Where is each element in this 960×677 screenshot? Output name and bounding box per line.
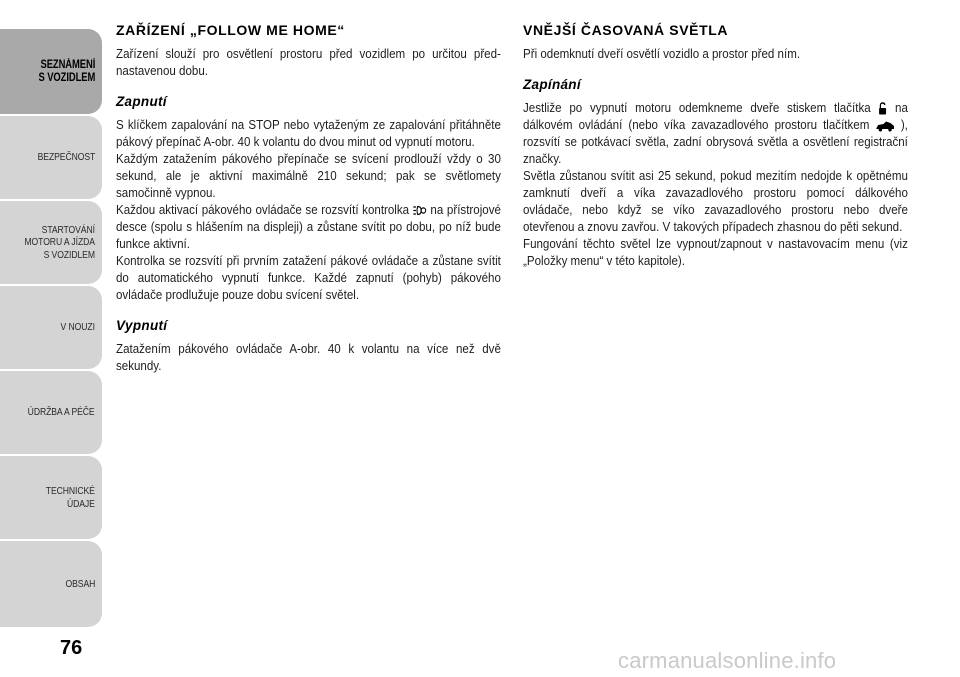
- tab-startovani[interactable]: [0, 201, 102, 284]
- tab-udrzba[interactable]: [0, 371, 102, 454]
- paragraph: Každým zatažením pákového přepínače se svícení prodlouží vždy o 30 sekund, ale je aktivní maximálně 210 sekund; pak se světlomety samočinně vypnou.: [116, 151, 501, 200]
- subheading-zapnuti: Zapnutí: [116, 94, 167, 109]
- right-column: [523, 22, 908, 269]
- paragraph: Kontrolka se rozsvítí při prvním zatažení pákové ovládače a zůstane svítit do automatického vypnutí funkce. Každé zapnutí (pohyb) pákového ovládače prodlužuje pouze dobu svícení světel.: [116, 253, 501, 302]
- paragraph: Jestliže po vypnutí motoru odemkneme dveře stiskem tlačítka na dálkovém ovládání (nebo víka zavazadlového prostoru tlačítkem ), rozsvítí se potkávací světla, zadní obrysová světla a osvětlení registrační značky.: [523, 100, 908, 166]
- tab-label: SEZNÁMENÍ S VOZIDLEM: [38, 58, 95, 84]
- paragraph: Zatažením pákového ovládače A-obr. 40 k volantu na více než dvě sekundy.: [116, 341, 501, 373]
- section-title-vnejsi-svetla: VNĚJŠÍ ČASOVANÁ SVĚTLA: [523, 22, 729, 38]
- car-trunk-icon: [875, 120, 894, 132]
- tab-label: V NOUZI: [60, 321, 95, 334]
- watermark: carmanualsonline.info: [618, 648, 837, 673]
- tab-v-nouzi[interactable]: [0, 286, 102, 369]
- unlock-icon: [878, 102, 887, 115]
- section-title-follow-me-home: ZAŘÍZENÍ „FOLLOW ME HOME“: [116, 22, 345, 38]
- tab-bezpecnost[interactable]: [0, 116, 102, 199]
- paragraph: Fungování těchto světel lze vypnout/zapnout v nastavovacím menu (viz „Položky menu“ v této kapitole).: [523, 236, 908, 268]
- tab-label: OBSAH: [65, 577, 95, 590]
- headlamp-follow-me-icon: [413, 205, 427, 216]
- paragraph: Při odemknutí dveří osvětlí vozidlo a prostor před ním.: [523, 46, 801, 61]
- tab-technicke-udaje[interactable]: [0, 456, 102, 539]
- subheading-vypnuti: Vypnutí: [116, 318, 168, 333]
- paragraph: Světla zůstanou svítit asi 25 sekund, pokud mezitím nedojde k opětnému zamknutí dveří a víka zavazadlového prostoru pomocí dálkového ovládače, nebo když se víko zavazadlového prostoru nebo dveře otevřenou a znovu zavřou. V takových případech zhasnou do pěti sekund.: [523, 168, 908, 234]
- page-number: 76: [60, 637, 83, 659]
- tab-label: TECHNICKÉ ÚDAJE: [45, 485, 95, 510]
- left-column: [116, 22, 501, 374]
- tab-seznameni[interactable]: [0, 29, 102, 114]
- tab-label: ÚDRŽBA A PÉČE: [28, 406, 95, 419]
- tab-obsah[interactable]: [0, 541, 102, 627]
- paragraph: Zařízení slouží pro osvětlení prostoru před vozidlem po určitou přednastavenou dobu.: [116, 46, 501, 78]
- tab-label: STARTOVÁNÍ MOTORU A JÍZDA S VOZIDLEM: [24, 223, 95, 261]
- paragraph: S klíčkem zapalování na STOP nebo vytaženým ze zapalování přitáhněte pákový přepínač A-obr. 40 k volantu do dvou minut od vypnutí motoru.: [116, 117, 501, 149]
- paragraph: Každou aktivací pákového ovládače se rozsvítí kontrolka na přístrojové desce (spolu s hlášením na displeji) a zůstane svítit po dobu, po níž bude funkce aktivní.: [116, 202, 501, 251]
- tab-label: BEZPEČNOST: [37, 151, 95, 164]
- subheading-zapinani: Zapínání: [523, 77, 581, 92]
